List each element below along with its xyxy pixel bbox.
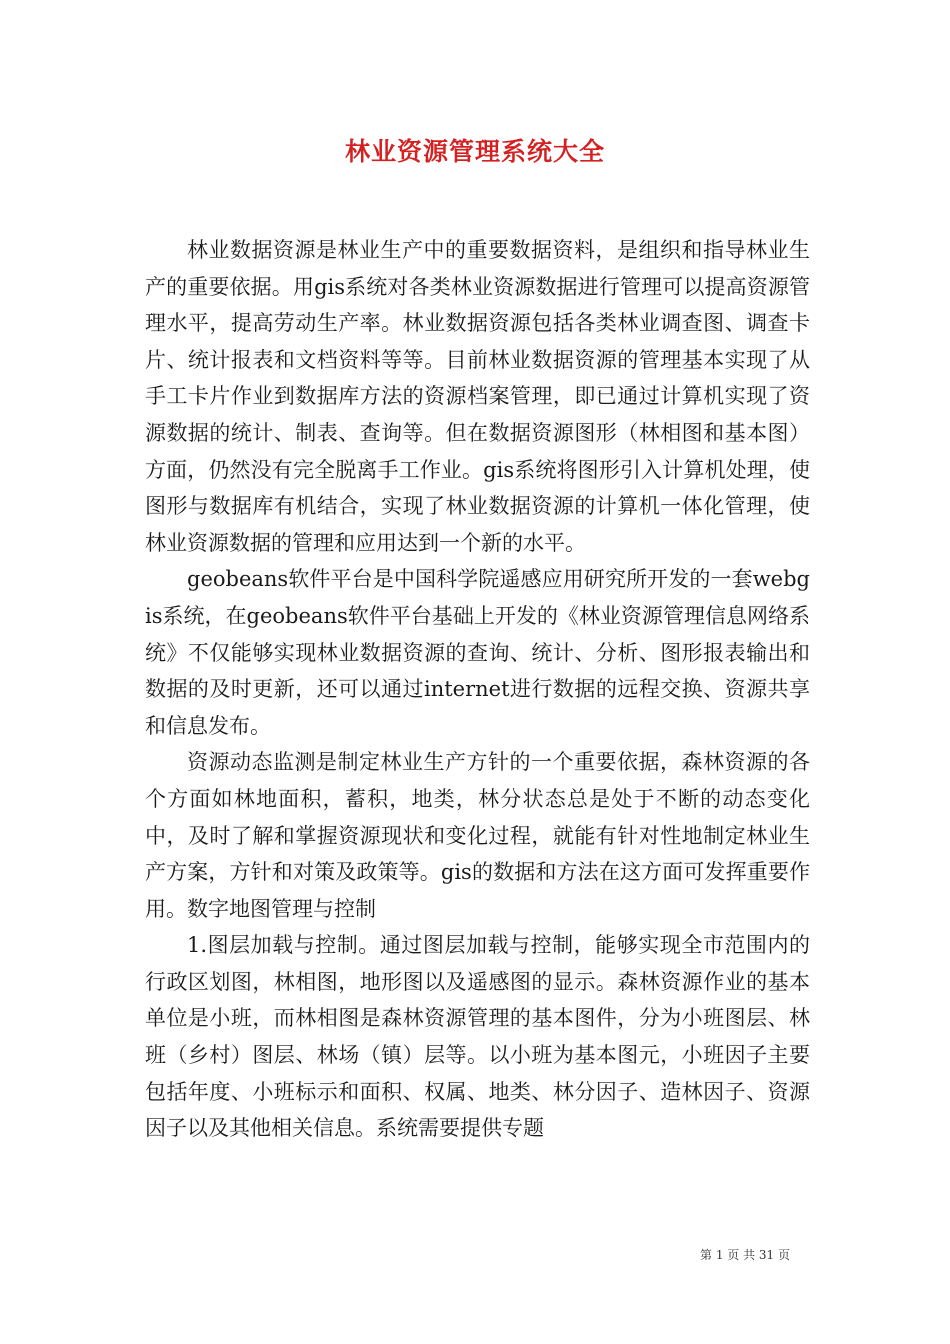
paragraph-3: 资源动态监测是制定林业生产方针的一个重要依据，森林资源的各个方面如林地面积，蓄积，地类，林分状态总是处于不断的动态变化中，及时了解和掌握资源现状和变化过程，就能有针对性地制定林业生产方案，方针和对策及政策等。gis的数据和方法在这方面可发挥重要作用。数字地图管理与控制 [145,750,810,921]
document-title: 林业资源管理系统大全 [344,137,605,166]
document-body [145,232,810,1147]
paragraph-1: 林业数据资源是林业生产中的重要数据资料，是组织和指导林业生产的重要依据。用gis系统对各类林业资源数据进行管理可以提高资源管理水平，提高劳动生产率。林业数据资源包括各类林业调查图、调查卡片、统计报表和文档资料等等。目前林业数据资源的管理基本实现了从手工卡片作业到数据库方法的资源档案管理，即已通过计算机实现了资源数据的统计、制表、查询等。但在数据资源图形（林相图和基本图）方面，仍然没有完全脱离手工作业。gis系统将图形引入计算机处理，使图形与数据库有机结合，实现了林业数据资源的计算机一体化管理，使林业资源数据的管理和应用达到一个新的水平。 [145,238,810,555]
page-number: 第 1 页 共 31 页 [700,1248,790,1262]
paragraph-2: geobeans软件平台是中国科学院遥感应用研究所开发的一套webgis系统，在geobeans软件平台基础上开发的《林业资源管理信息网络系统》不仅能够实现林业数据资源的查询、统计、分析、图形报表输出和数据的及时更新，还可以通过internet进行数据的远程交换、资源共享和信息发布。 [145,567,810,738]
paragraph-4: 1.图层加载与控制。通过图层加载与控制，能够实现全市范围内的行政区划图，林相图，地形图以及遥感图的显示。森林资源作业的基本单位是小班，而林相图是森林资源管理的基本图件，分为小班图层、林班（乡村）图层、林场（镇）层等。以小班为基本图元，小班因子主要包括年度、小班标示和面积、权属、地类、林分因子、造林因子、资源因子以及其他相关信息。系统需要提供专题 [145,933,810,1141]
